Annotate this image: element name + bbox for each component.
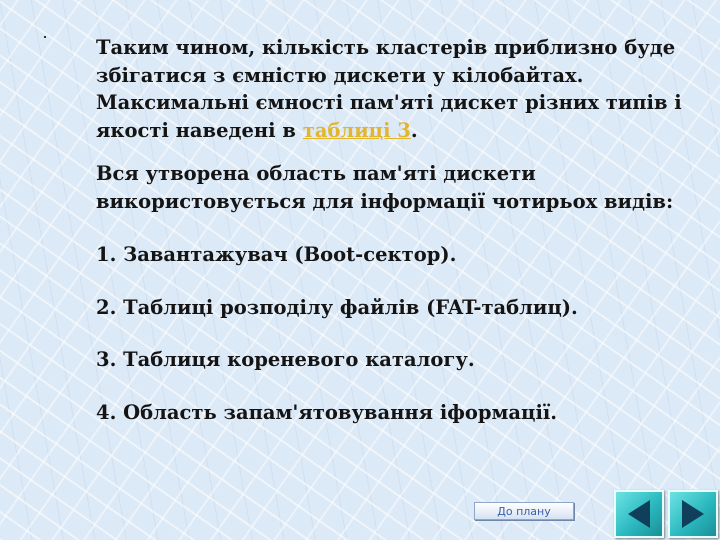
- list-item-root-dir: 3. Таблиця кореневого каталогу.: [96, 348, 475, 371]
- previous-slide-button[interactable]: [614, 490, 664, 538]
- decorative-dot: [44, 36, 46, 38]
- list-item-fat: 2. Таблиці розподілу файлів (FAT-таблиц).: [96, 295, 578, 319]
- paragraph-clusters: [96, 34, 696, 144]
- list-item-boot: 1. Завантажувач (Boot-сектор).: [96, 243, 457, 266]
- to-plan-button[interactable]: До плану: [474, 502, 574, 520]
- paragraph-clusters-text: Таким чином, кількість кластерів приблизно буде збігатися з ємністю дискети у кілобайтах. Максимальні ємності пам'яті дискет різних типів і якості наведені в: [96, 36, 682, 142]
- paragraph-memory-usage: Вся утворена область пам'яті дискети використовується для інформації чотирьох видів:: [96, 162, 674, 213]
- triangle-right-icon: [675, 496, 711, 532]
- slide-content: [96, 34, 696, 451]
- table-3-link[interactable]: таблиці 3: [302, 118, 411, 142]
- paragraph-clusters-end: .: [410, 118, 418, 142]
- next-slide-button[interactable]: [668, 490, 718, 538]
- list-item-data-area: 4. Область запам'ятовування іформації.: [96, 400, 558, 424]
- triangle-left-icon: [621, 496, 657, 532]
